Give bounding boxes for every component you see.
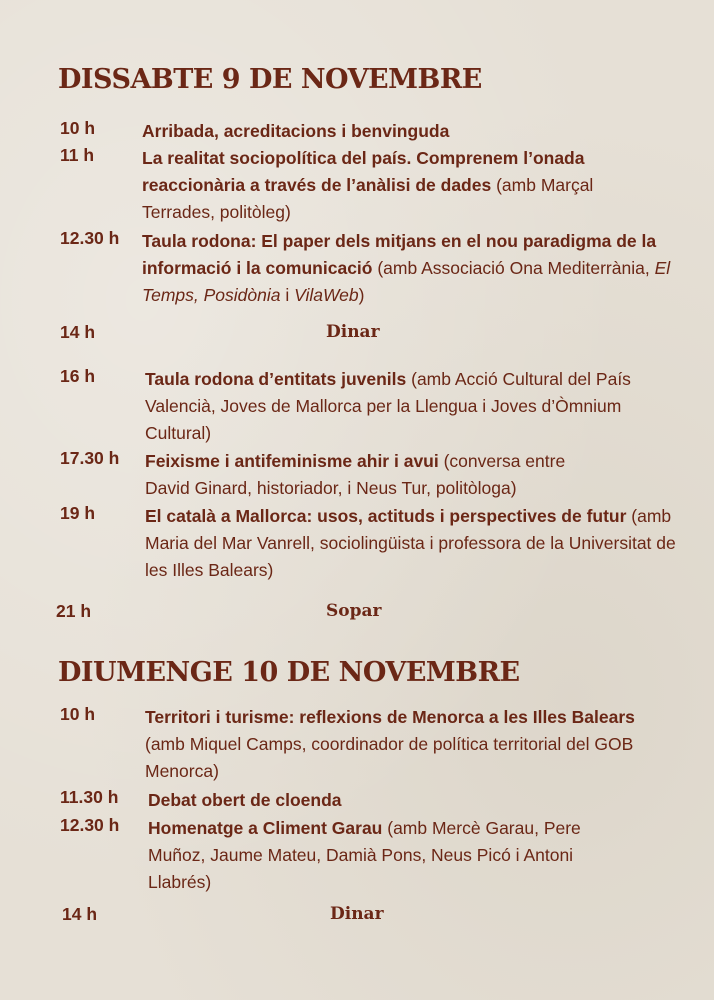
item-time: 19 h — [60, 503, 96, 523]
meal-label: Sopar — [326, 601, 382, 621]
item-description — [145, 704, 635, 785]
item-description — [148, 815, 598, 896]
item-media-italic: El Temps, Posidònia — [142, 258, 671, 305]
item-title: Taula rodona: El paper dels mitjans en el nou paradigma de la informació i la comunicació — [142, 231, 657, 278]
item-details: (amb Marçal Terrades, politòleg) — [142, 175, 594, 222]
item-title: La realitat sociopolítica del país. Comprenem l’onada reaccionària a través de l’anàlisi de dades — [142, 148, 585, 195]
meal-time: 14 h — [62, 904, 98, 924]
item-time: 11 h — [60, 145, 95, 165]
item-description — [142, 145, 662, 226]
item-title: Territori i turisme: reflexions de Menorca a les Illes Balears — [145, 707, 635, 727]
item-details: (amb Mercè Garau, Pere Muñoz, Jaume Mateu, Damià Pons, Neus Picó i Antoni Llabrés) — [148, 818, 581, 892]
meal-label: Dinar — [330, 904, 384, 924]
item-description — [148, 787, 693, 814]
item-media-italic-2: VilaWeb — [294, 285, 359, 305]
meal-time: 21 h — [56, 601, 92, 621]
item-details: (amb Acció Cultural del País Valencià, Joves de Mallorca per la Llengua i Joves d’Òmnium Cultural) — [145, 369, 631, 443]
item-time: 10 h — [60, 704, 96, 724]
item-description — [145, 366, 645, 447]
item-title: Feixisme i antifeminisme ahir i avui — [145, 451, 439, 471]
item-time: 17.30 h — [60, 448, 120, 468]
item-time: 11.30 h — [60, 787, 119, 807]
item-details: (conversa entre David Ginard, historiador, i Neus Tur, politòloga) — [145, 451, 566, 498]
item-details-end: ) — [358, 285, 365, 305]
item-time: 12.30 h — [60, 815, 120, 835]
item-details: (amb Miquel Camps, coordinador de política territorial del GOB Menorca) — [145, 734, 634, 781]
item-description — [145, 503, 685, 584]
item-details: (amb Associació Ona Mediterrània, — [372, 258, 655, 278]
item-title: El català a Mallorca: usos, actituds i perspectives de futur — [145, 506, 627, 526]
item-time: 10 h — [60, 118, 96, 138]
item-title: Taula rodona d’entitats juvenils — [145, 369, 407, 389]
item-time: 16 h — [60, 366, 96, 386]
sunday-title: DIUMENGE 10 DE NOVEMBRE — [58, 657, 520, 688]
item-details: (amb Maria del Mar Vanrell, sociolingüista i professora de la Universitat de les Illes Balears) — [145, 506, 676, 580]
meal-label: Dinar — [326, 322, 380, 342]
item-description — [142, 118, 687, 145]
item-title: Homenatge a Climent Garau — [148, 818, 383, 838]
item-title: Debat obert de cloenda — [148, 790, 342, 810]
item-description — [142, 228, 682, 309]
item-details-conj: i — [280, 285, 295, 305]
item-time: 12.30 h — [60, 228, 120, 248]
item-description — [145, 448, 585, 502]
meal-time: 14 h — [60, 322, 96, 342]
saturday-title: DISSABTE 9 DE NOVEMBRE — [58, 64, 482, 95]
item-title: Arribada, acreditacions i benvinguda — [142, 121, 450, 141]
